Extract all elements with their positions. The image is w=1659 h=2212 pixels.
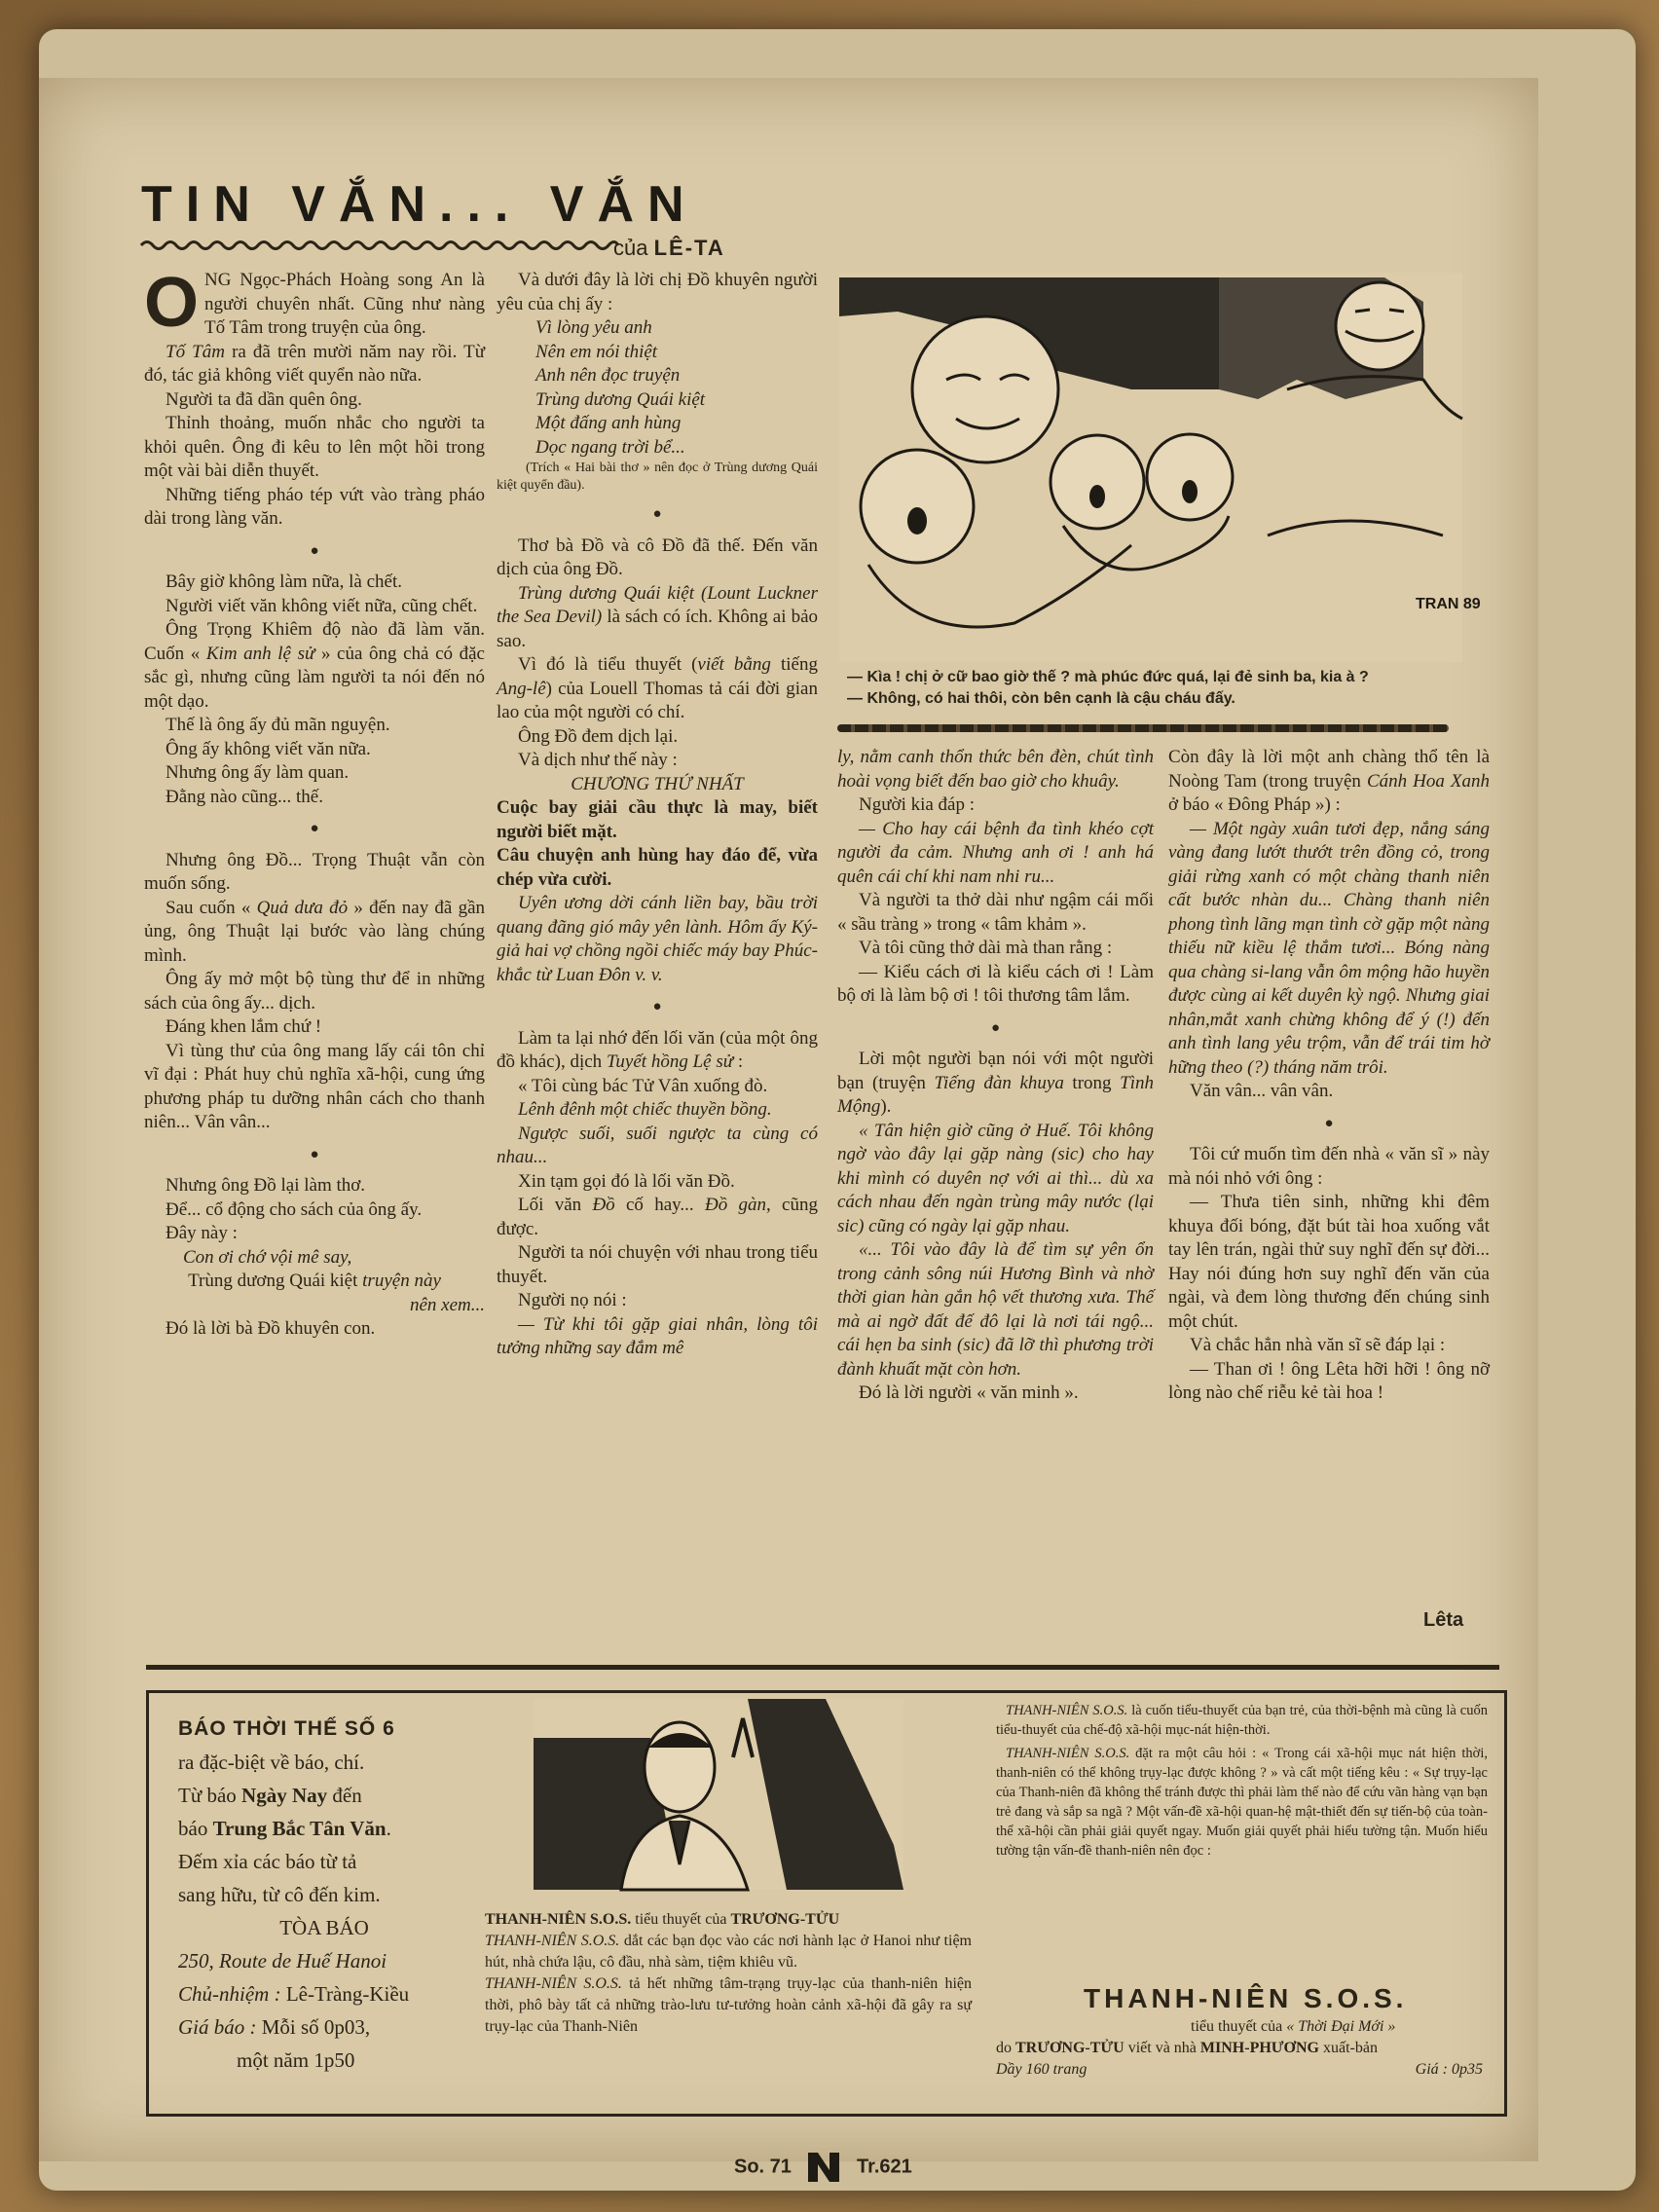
article-byline: của LÊ-TA: [613, 236, 725, 260]
article-column-3: ly, nằm canh thổn thức bên đèn, chút tình hoài vọng biết đến bao giờ cho khuây. Người kia đáp : — Cho hay cái bệnh đa tình khéo cợt người đa cảm. Nhưng anh ơi ! anh há quên cái chí khi nam nhi ru... Và người ta thở dài như ngậm cái mối « sầu tràng » trong « tâm khảm ». Và tôi cũng thở dài mà than rằng : — Kiểu cách ơi là kiểu cách ơi ! Làm bộ ơi là làm bộ ơi ! tôi thương tâm lắm. ● Lời một người bạn nói với một người bạn (truyện Tiếng đàn khuya trong Tình Mộng). « Tân hiện giờ cũng ở Huế. Tôi không ngờ vào đây lại gặp nàng (sic) cho hay khi mình có duyên nợ với ai thì... dù xa cách nhau đến ngàn trùng mây nước (lại sic) cũng có ngày lại gặp nhau. «... Tôi vào đây là để tìm sự yên ổn trong cảnh sông núi Hương Bình và nhờ thời gian hàn gắn hộ vết thương xưa. Thế mà ai ngờ đất đế đô lại là nơi tái ngộ... cái hẹn ba sinh (sic) đã lỡ thì phương trời đành khuất mặt còn hơn. Đó là lời người « văn minh ».: [837, 747, 1154, 1403]
issue-number: So. 71: [734, 2156, 792, 2178]
artist-signature: TRAN 89: [1416, 596, 1481, 612]
poem-note: (Trích « Hai bài thơ » nên đọc ở Trùng dương Quái kiệt quyển đầu).: [497, 461, 818, 493]
article-column-1: ONG Ngọc-Phách Hoàng song An là người chuyên nhất. Cũng như nàng Tố Tâm trong truyện của ông. Tố Tâm ra đã trên mười năm nay rồi. Từ đó, tác giả không viết quyển nào nữa. Người ta đã dần quên ông. Thỉnh thoảng, muốn nhắc cho người ta khỏi quên. Ông đi kêu to lên một hồi trong một vài bài diễn thuyết. Những tiếng pháo tép vứt vào tràng pháo dài trong làng văn. ● Bây giờ không làm nữa, là chết. Người viết văn không viết nữa, cũng chết. Ông Trọng Khiêm độ nào đã làm văn. Cuốn « Kim anh lệ sử » của ông chả có đặc sắc gì, nhưng cũng làm người ta nói đến nó một dạo. Thế là ông ấy đủ mãn nguyện. Ông ấy không viết văn nữa. Nhưng ông ấy làm quan. Đằng nào cũng... thế. ● Nhưng ông Đồ... Trọng Thuật vẫn còn muốn sống. Sau cuốn « Quả dưa đỏ » đến nay đã gần ủng, ông Thuật lại bước vào làng chúng mình. Ông ấy mở một bộ tùng thư để in những sách của ông ấy... dịch. Đáng khen lắm chứ ! Vì tùng thư của ông mang lấy cái tôn chỉ vĩ đại : Phát huy chủ nghĩa xã-hội, cung ứng phương pháp tu dưỡng nhân cách cho thanh niên... Vân vân... ● Nhưng ông Đồ lại làm thơ. Để... cổ động cho sách của ông ấy. Đây này : Con ơi chớ vội mê say, Trùng dương Quái kiệt truyện này nên xem... Đó là lời bà Đồ khuyên con.: [144, 264, 486, 1339]
section-ornament: ●: [652, 999, 662, 1014]
page-footer: [734, 2149, 912, 2186]
page-number: Tr.621: [857, 2156, 912, 2178]
newspaper-page: [39, 78, 1538, 2178]
title-wave-ornament: [141, 239, 618, 252]
section-ornament: ●: [310, 821, 319, 836]
ad-thoi-the: BÁO THỜI THẾ SỐ 6 ra đặc-biệt về báo, chí. Từ báo Ngày Nay đến báo Trung Bắc Tân Văn. Đếm xỉa các báo từ tả sang hữu, từ cô đến kim. TÒA BÁO 250, Route de Huế Hanoi Chủ-nhiệm : Lê-Tràng-Kiều Giá báo : Mỗi số 0p03, một năm 1p50: [178, 1717, 410, 2072]
section-ornament: ●: [1324, 1115, 1334, 1131]
illustration-caption: — Kìa ! chị ở cữ bao giờ thế ? mà phúc đức quá, lại đẻ sinh ba, kia à ? — Không, có hai thôi, còn bên cạnh là cậu cháu đấy.: [847, 669, 1369, 707]
publication-logo-icon: [804, 2149, 843, 2186]
drop-cap: O: [144, 264, 200, 342]
article-signature: Lêta: [1423, 1609, 1464, 1631]
article-column-4: Còn đây là lời một anh chàng thổ tên là Noòng Tam (trong truyện Cánh Hoa Xanh ở báo « Đông Pháp ») : — Một ngày xuân tươi đẹp, nắng sáng vàng đang lướt thướt trên đồng cỏ, trong giải rừng xanh có một chàng thanh niên cất bước nhàn du... Chàng thanh niên phong tình lãng mạn tình cờ gặp một nàng thiếu nữ kiều lệ thắm tươi... Bóng nàng qua chàng si-lang vẫn ôm mộng hão huyền được cùng ai kết duyên kỳ ngộ. Nhưng giai nhân,mắt xanh chừng không để ý (!) đến anh tình lang yêu trộm, vẫn để trái tim hờ hững theo (?) tháng năm trôi. Văn vân... vân vân. ● Tôi cứ muốn tìm đến nhà « văn sĩ » này mà nói nhỏ với ông : — Thưa tiên sinh, những khi đêm khuya đối bóng, đặt bút tài hoa xuống vắt tay lên trán, ngài thử suy nghĩ đến sự đời... Hay nói đúng hơn suy nghĩ đến văn của ngài, và đem lòng thương đến chúng sinh một chút. Và chắc hẳn nhà văn sĩ sẽ đáp lại : — Than ơi ! ông Lêta hỡi hỡi ! ông nỡ lòng nào chế riễu kẻ tài hoa !: [1168, 747, 1491, 1403]
section-ornament: ●: [652, 506, 662, 522]
column-divider: [837, 724, 1449, 732]
ad-thanh-nien-description: THANH-NIÊN S.O.S. là cuốn tiểu-thuyết của bạn trẻ, của thời-bệnh mà cũng là cuốn tiểu-thuyết của chế-độ xã-hội mục-nát hiện-thời. THANH-NIÊN S.O.S. đặt ra một câu hỏi : « Trong cái xã-hội mục nát hiện thời, thanh-niên có thể không trụy-lạc được không ? » và cất một tiếng kêu : « Sự trụy-lạc của Thanh-niên đã không thể tránh được thì phải làm thế nào để cứu vãn hàng vạn bạn trẻ đang và sắp sa ngã ? Một vấn-đề xã-hội quan-hệ mật-thiết đến sự tiến-bộ của toàn-thể xã-hội cần phải giải quyết ngay. Muốn giải quyết phải hiểu tường tận. Muốn hiểu tường tận vấn-đề thanh-niên nên đọc :: [996, 1703, 1488, 1859]
ad-thanh-nien-summary: THANH-NIÊN S.O.S. tiểu thuyết của TRƯƠNG-TỬU THANH-NIÊN S.O.S. dắt các bạn đọc vào các nơi hành lạc ở Hanoi như tiệm hút, nhà chứa lậu, cô đầu, nhà sàm, tiệm khiêu vũ. THANH-NIÊN S.O.S. tả hết những tâm-trạng trụy-lạc của thanh-niên hiện thời, phô bày tất cả những trào-lưu tư-tưởng hoàn cảnh xã-hội đã gây ra sự trụy-lạc của Thanh-Niên: [485, 1911, 973, 2035]
author-name: LÊ-TA: [653, 236, 725, 260]
section-rule: [146, 1665, 1499, 1670]
ad-book-details: tiểu thuyết của « Thời Đại Mới » do TRƯƠNG-TỬU viết và nhà MINH-PHƯƠNG xuất-bản Dầy 160 trang Giá : 0p35: [996, 2018, 1483, 2078]
ad-book-title: THANH-NIÊN S.O.S.: [1084, 1983, 1408, 2013]
article-column-2: Và dưới đây là lời chị Đồ khuyên người yêu của chị ấy : Vì lòng yêu anh Nên em nói thiệt Anh nên đọc truyện Trùng dương Quái kiệt Một đấng anh hùng Dọc ngang trời bể... (Trích « Hai bài thơ » nên đọc ở Trùng dương Quái kiệt quyển đầu). ● Thơ bà Đồ và cô Đồ đã thế. Đến văn dịch của ông Đồ. Trùng dương Quái kiệt (Lount Luckner the Sea Devil) là sách có ích. Không ai bảo sao. Vì đó là tiểu thuyết (viết bằng tiếng Ang-lê) của Louell Thomas tả cái đời gian lao của một người có chí. Ông Đồ đem dịch lại. Và dịch như thế này : CHƯƠNG THỨ NHẤT Cuộc bay giải cầu thực là may, biết người biết mặt. Câu chuyện anh hùng hay đáo để, vừa chép vừa cười. Uyên ương dời cánh liền bay, bầu trời quang đãng gió mây yên lành. Hôm ấy Ký-giả hai vợ chồng ngồi chiếc máy bay Phúc-khắc từ Luan Đôn v. v. ● Làm ta lại nhớ đến lối văn (của một ông đồ khác), dịch Tuyết hồng Lệ sử : « Tôi cùng bác Tử Vân xuống đò. Lênh đênh một chiếc thuyền bồng. Ngược suối, suối ngược ta cùng có nhau... Xin tạm gọi đó là lối văn Đồ. Lối văn Đồ cố hay... Đồ gàn, cũng được. Người ta nói chuyện với nhau trong tiểu thuyết. Người nọ nói : — Từ khi tôi gặp giai nhân, lòng tôi tưởng những say đắm mê: [497, 270, 818, 1358]
advertisement-box: [146, 1690, 1507, 2117]
section-ornament: ●: [310, 1146, 319, 1162]
section-ornament: ●: [310, 542, 319, 559]
chapter-heading: CHƯƠNG THỨ NHẤT: [571, 773, 744, 794]
article-title: TIN VẮN... VẮN: [141, 176, 698, 233]
cartoon-illustration: [839, 273, 1481, 662]
section-ornament: ●: [990, 1019, 1001, 1036]
ad-illustration-man: [534, 1699, 903, 1890]
